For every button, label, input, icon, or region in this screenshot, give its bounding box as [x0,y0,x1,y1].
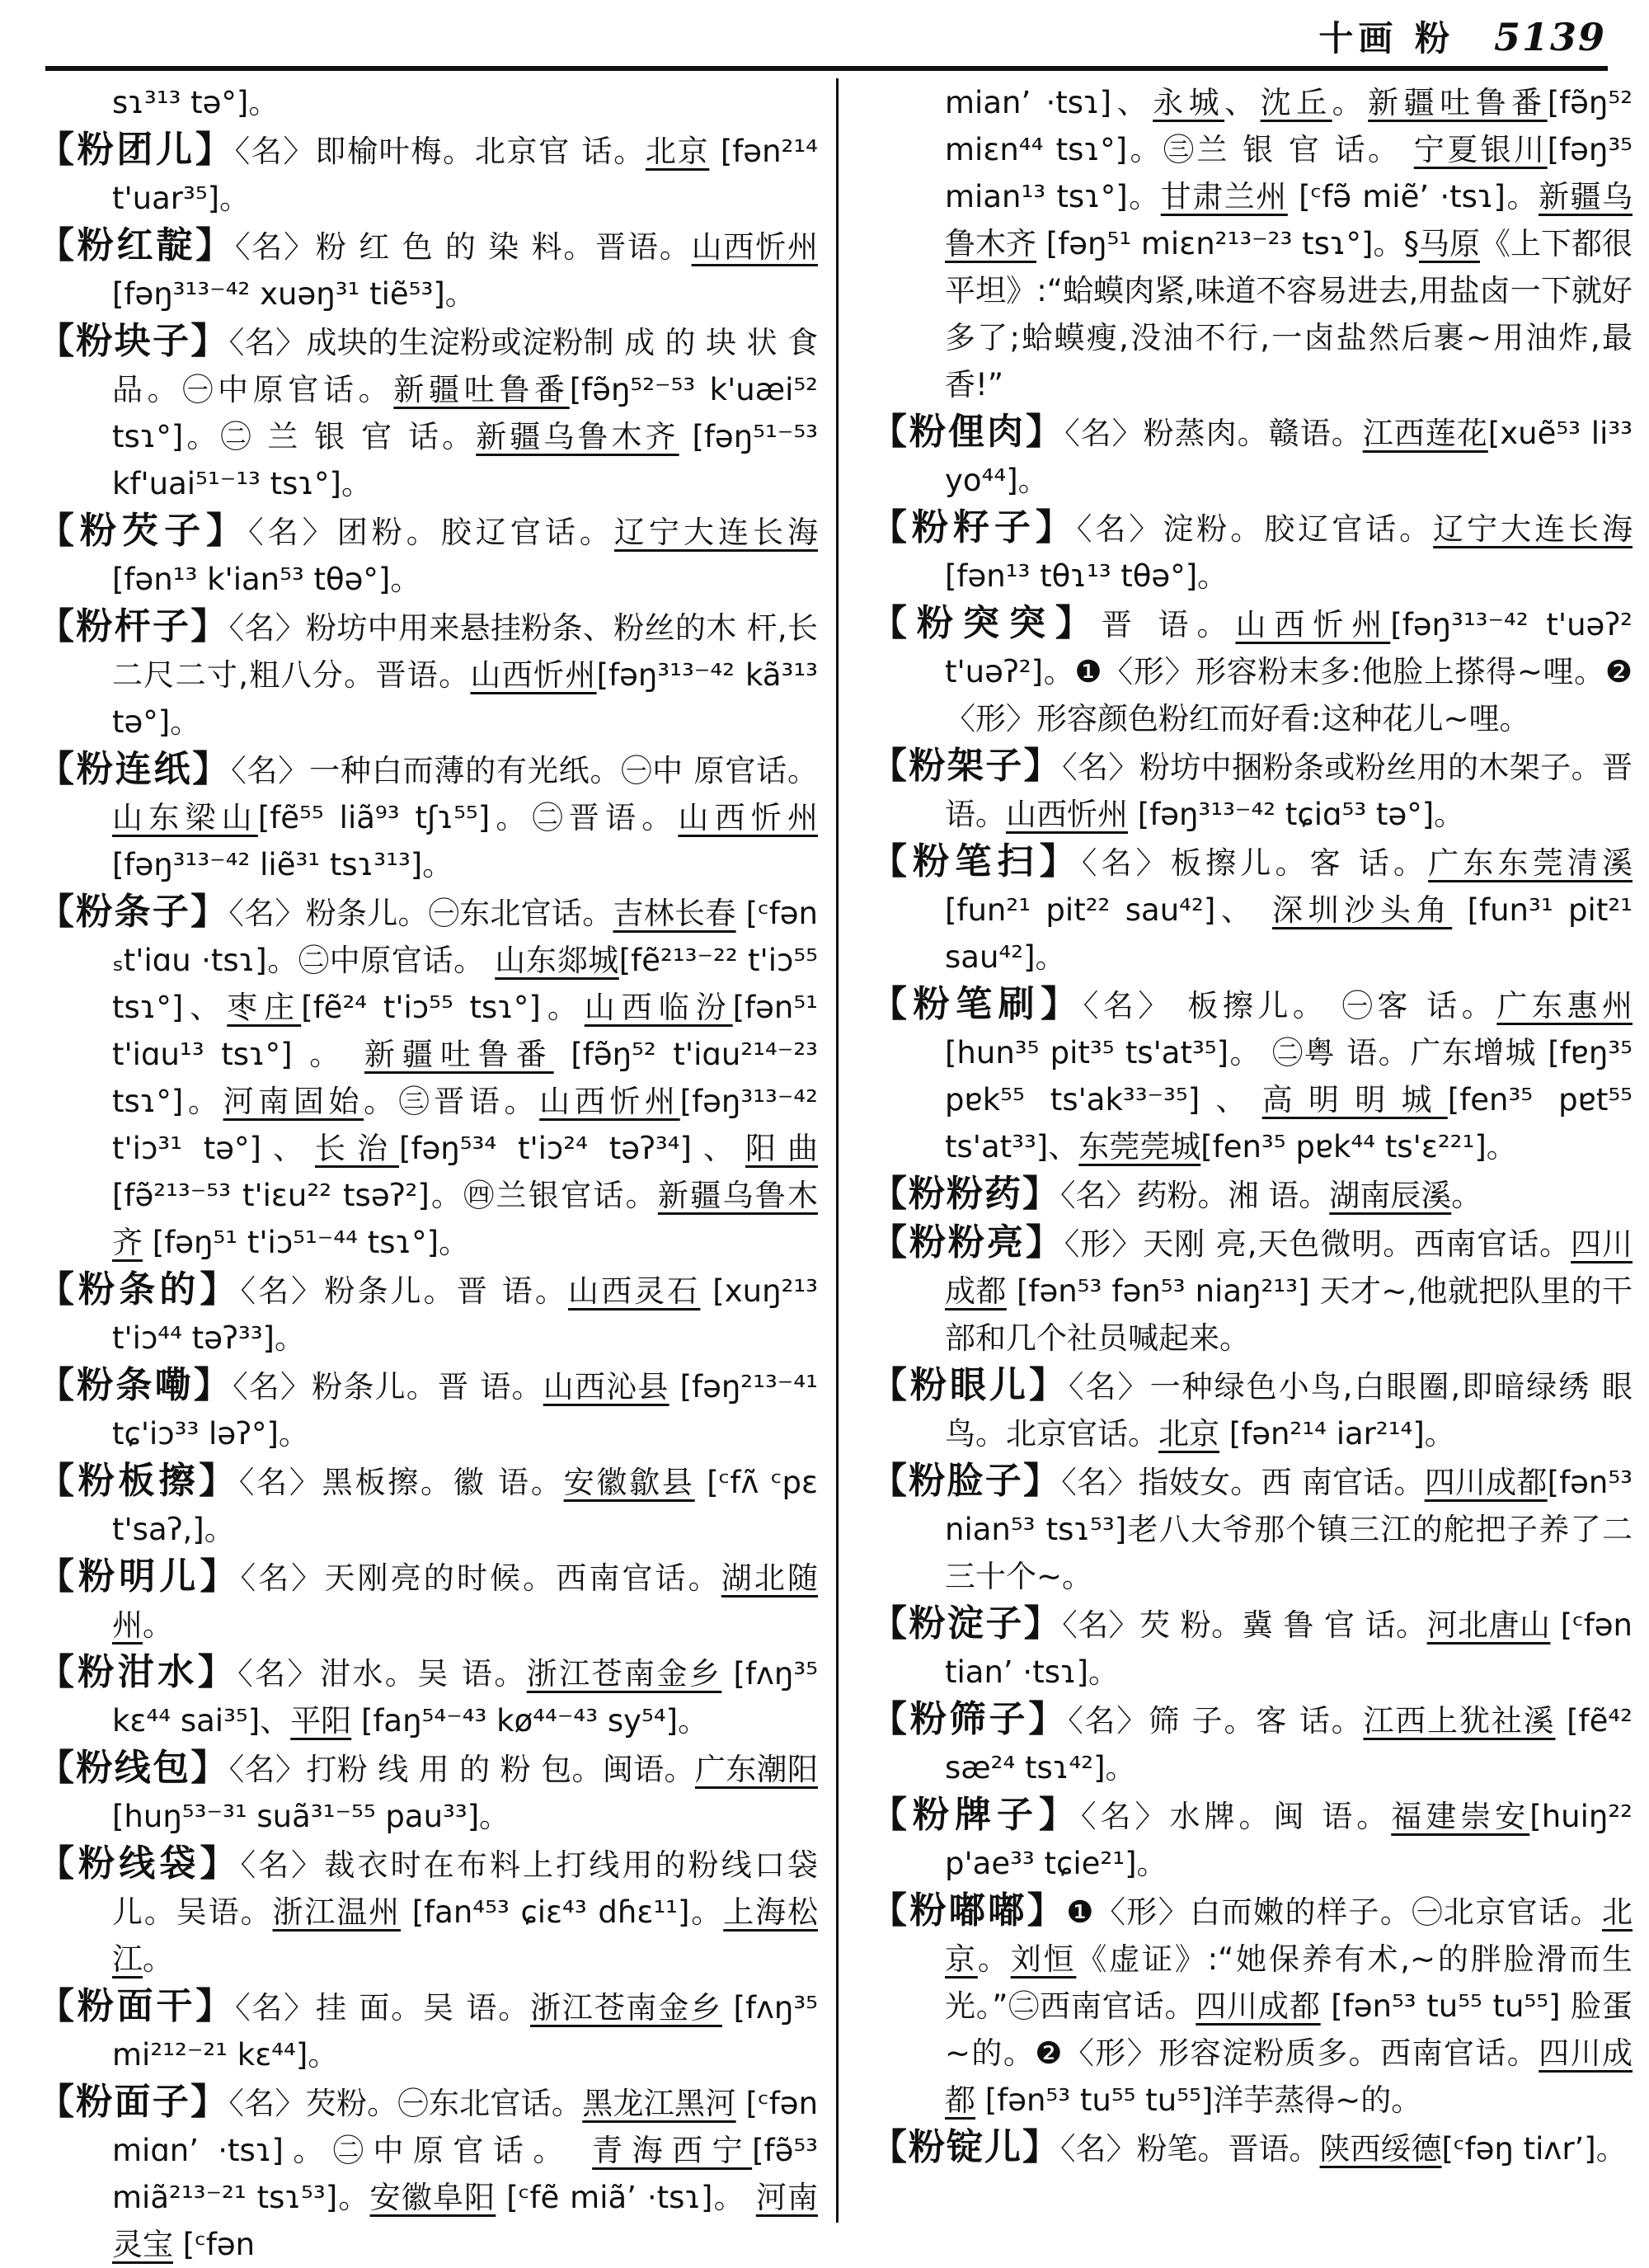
entry-text: [fəŋ⁵¹ miɛn²¹³⁻²³ tsɿ°]。§ [1036,226,1419,261]
entry-text: [fʌŋ³⁵ kɛ⁴⁴ sai³⁵]、 [112,1656,819,1739]
place-name: 陕西绥德 [1319,2131,1442,2167]
entry-headword: 【粉块子】 [38,320,229,362]
entry-text: [fen³⁵ pɐk⁴⁴ ts'ɛ²²¹]。 [1200,1129,1517,1165]
entry-text: 。 [977,1941,1011,1977]
entry-text: 〈名〉粉坊中捆粉条或粉丝用的木架子。晋 语。 [945,750,1633,832]
place-name: 福建崇安 [1391,1799,1530,1834]
entry-text: [ᶜfəŋ tiʌr’]。 [1441,2131,1627,2167]
entry-text: 〈名〉裁衣时在布料上打线用的粉线口袋儿。吴语。 [112,1847,819,1930]
dict-entry [871,1219,1633,1362]
header-character: 粉 [1414,18,1454,59]
entry-text: 。 [143,1607,173,1643]
entry-text: [huiŋ²² p'ae³³ tɕie²¹]。 [945,1799,1633,1881]
entry-text: sɿ³¹³ tə°]。 [112,85,280,120]
place-name: 湖南辰溪 [1329,1178,1452,1213]
dict-entry [871,1600,1633,1696]
place-name: 北京 [645,134,710,169]
entry-text: [fən⁵³ fən⁵³ niaŋ²¹³] 天才~,他就把队里的干部和几个社员喊起来。 [945,1273,1633,1356]
entry-text: 〈名〉打粉 线 用 的 粉 包。闽语。 [228,1752,695,1787]
place-name: 广东潮阳 [694,1752,818,1787]
place-name: 马原 [1418,226,1480,261]
entry-text: 、 [1224,85,1261,120]
entry-headword: 【粉牌子】 [871,1794,1081,1836]
place-name: 四川成都 [945,2035,1633,2118]
dict-entry [871,408,1633,504]
place-name: 河北唐山 [1426,1607,1551,1643]
place-name: 永城 [1153,85,1225,120]
entry-text: 〈名〉泔水。吴 语。 [237,1656,527,1692]
entry-text: [fẽ²⁴ t'iɔ⁵⁵ tsɿ°]。 [301,990,585,1025]
dict-entry [38,126,818,222]
entry-headword: 【粉杆子】 [38,605,229,647]
dict-entry [871,742,1633,838]
entry-text: 〈名〉芡粉。㊀东北官话。 [228,2086,583,2121]
dict-entry [38,507,818,603]
place-name: 浙江苍南金乡 [526,1656,722,1692]
entry-text: [ᶜfə̃ miẽ’ ·tsɿ]。 [1287,179,1539,214]
entry-text: 〈名〉粉条儿。㊀东北官话。 [228,896,613,931]
place-name: 阳曲 [745,1131,819,1166]
place-name: 高明明城 [1261,1082,1448,1118]
entry-text: [ᶜfən ₛt'iɑu ·tsɿ]。㊁中原官话。 [112,896,819,978]
entry-text: [fəŋ⁵¹ t'iɔ⁵¹⁻⁴⁴ tsɿ°]。 [143,1225,470,1260]
entry-headword: 【粉芡子】 [38,510,249,552]
entry-text: [fun³¹ pit²¹ sau⁴²]。 [945,892,1633,975]
place-name: 宁夏银川 [1413,132,1548,167]
entry-text: 〈名〉成块的生淀粉或淀粉制 成 的 块 状 食品。㊀中原官话。 [112,325,818,407]
entry-text: [fə̃²¹³⁻⁵³ t'iɛu²² tsəʔ²]。㊃兰银官话。 [112,1178,658,1213]
place-name: 北京 [945,1894,1633,1977]
entry-text: 〈名〉芡 粉。冀 鲁 官 话。 [1062,1607,1427,1643]
place-name: 四川成都 [1424,1465,1548,1500]
dict-entry [38,603,818,746]
entry-text: [ᶜfən tian’ ·tsɿ]。 [945,1607,1633,1690]
entry-text: [fən²¹⁴ iar²¹⁴]。 [1219,1416,1455,1452]
entry-headword: 【粉条子】 [38,891,229,933]
entry-text: 〈名〉板擦儿。客 话。 [1081,845,1429,881]
entry-text: [fəŋ⁵¹⁻⁵³ kf'uai⁵¹⁻¹³ tsɿ°]。 [112,419,819,501]
entry-headword: 【粉红靛】 [38,224,235,266]
place-name: 河南灵宝 [112,2180,819,2262]
dict-entry [871,1696,1633,1791]
entry-text: 〈名〉水牌。闽 语。 [1081,1799,1392,1834]
entry-headword: 【粉条的】 [38,1268,241,1310]
entry-text: [fun²¹ pit²² sau⁴²]、 [945,892,1272,928]
entry-text: 。 [1332,85,1369,120]
dict-entry [38,222,818,318]
entry-text: [xuŋ²¹³ t'iɔ⁴⁴ təʔ³³]。 [112,1273,819,1356]
header-rule [45,66,1608,71]
dict-entry [38,1362,818,1457]
entry-text: 〈名〉筛 子。客 话。 [1068,1703,1364,1739]
dict-entry [871,2124,1633,2172]
header-section: 十画 [1318,18,1398,59]
entry-headword: 【粉面干】 [38,1985,236,2027]
header-page-number: 5139 [1493,15,1606,59]
entry-text: mian’ ·tsɿ]、 [945,85,1153,120]
entry-text: [fən⁵³ nian⁵³ tsɿ⁵³]老八大爷那个镇三江的舵把子养了二三十个~。 [945,1465,1633,1594]
entry-text: 晋 语。 [1101,607,1236,642]
entry-headword: 【粉粉亮】 [871,1221,1064,1263]
entry-text: [fəŋ²¹³⁻⁴¹ tɕ'iɔ³³ ləʔ°]。 [112,1369,818,1452]
dict-entry [871,504,1633,600]
entry-text: [fẽ⁵⁵ liã⁹³ tʃɿ⁵⁵]。㊁晋语。 [257,800,679,835]
entry-headword: 【粉连纸】 [38,748,232,790]
entry-text: [fəŋ³¹³⁻⁴² t'iɔ³¹ tə°]、 [112,1084,819,1166]
entry-text: [fən⁵³ tu⁵⁵ tu⁵⁵] 脸蛋~的。❷〈形〉形容淀粉质多。西南官话。 [945,1988,1633,2071]
entry-text: [fən⁵³ tu⁵⁵ tu⁵⁵]洋芋蒸得~的。 [975,2082,1422,2118]
dict-entry [38,79,818,126]
place-name: 浙江温州 [272,1894,402,1930]
entry-text: [fə̃⁵³ miã²¹³⁻²¹ tsɿ⁵³]。 [112,2133,818,2215]
entry-text: [fən²¹⁴ t'uar³⁵]。 [112,134,819,216]
entry-text: 〈名〉粉笔。晋语。 [1060,2131,1320,2167]
entry-headword: 【粉板擦】 [38,1460,239,1502]
dict-entry [871,79,1633,408]
entry-text: 〈名〉粉坊中用来悬挂粉条、粉丝的木 杆,长二尺二寸,粗八分。晋语。 [112,610,818,693]
place-name: 四川成都 [945,1226,1633,1309]
place-name: 新疆吐鲁番 [364,1037,554,1072]
dict-entry [871,1791,1633,1887]
place-name: 新疆吐鲁番 [1368,85,1548,120]
entry-text: 〈名〉淀粉。胶辽官话。 [1076,511,1434,547]
entry-headword: 【粉俚肉】 [871,411,1065,453]
place-name: 安徽阜阳 [369,2180,496,2215]
place-name: 北京 [1158,1416,1219,1452]
place-name: 广东惠州 [1496,988,1633,1023]
place-name: 安徽歙县 [563,1465,695,1500]
entry-headword: 【粉线包】 [38,1747,229,1789]
entry-text: [xuẽ⁵³ li³³ yo⁴⁴]。 [945,416,1633,498]
place-name: 山西忻州 [1235,607,1391,642]
entry-text: [fə̃ŋ⁵²⁻⁵³ k'uæi⁵² tsɿ°]。㊁ 兰 银 官 话。 [112,372,819,454]
place-name: 东莞莞城 [1078,1129,1201,1165]
entry-headword: 【粉明儿】 [38,1555,241,1597]
entry-headword: 【粉淀子】 [871,1602,1063,1645]
entry-text: [fəŋ³¹³⁻⁴² t'uəʔ² t'uəʔ²]。❶〈形〉形容粉末多:他脸上搽得~哩。❷〈形〉形容颜色粉红而好看:这种花儿~哩。 [945,607,1633,736]
entry-text: 〈名〉粉蒸肉。赣语。 [1064,416,1363,451]
place-name: 长治 [314,1131,400,1166]
entry-headword: 【粉线袋】 [38,1842,241,1885]
entry-text: 〈名〉一种白而薄的有光纸。㊀中 原官话。 [231,753,819,788]
entry-text: 〈名〉粉条儿。晋 语。 [240,1273,568,1309]
place-name: 平阳 [290,1703,352,1739]
entry-headword: 【粉脸子】 [871,1460,1062,1502]
entry-text: [fən¹³ tθɿ¹³ tθə°]。 [945,558,1229,594]
place-name: 枣庄 [227,990,302,1025]
dict-entry [38,1983,818,2078]
entry-text: 〈名〉挂 面。吴 语。 [235,1990,531,2026]
entry-headword: 【粉锭儿】 [871,2126,1060,2168]
place-name: 辽宁大连长海 [613,515,819,550]
entry-headword: 【粉团儿】 [38,129,235,171]
dict-entry [871,1170,1633,1219]
right-column [871,79,1633,2172]
place-name: 青海西宁 [592,2133,753,2168]
place-name: 黑龙江黑河 [582,2086,736,2121]
entry-headword: 【粉笔刷】 [871,983,1083,1025]
entry-text: 〈名〉指妓女。西 南官话。 [1061,1465,1425,1500]
place-name: 甘肃兰州 [1160,179,1288,214]
place-name: 山西忻州 [691,229,819,265]
entry-text: [fʌŋ³⁵ mi²¹²⁻²¹ kɛ⁴⁴]。 [112,1990,819,2073]
column-divider [836,78,839,2223]
entry-text: 〈名〉天刚亮的时候。西南官话。 [240,1560,721,1596]
place-name: 山西忻州 [539,1084,680,1119]
entry-text: [ᶜfʌ̃ ᶜpɛ t'saʔ,]。 [112,1465,819,1547]
entry-text: 。㊂晋语。 [364,1084,540,1119]
dict-entry [871,981,1633,1170]
place-name: 新疆吐鲁番 [393,372,570,407]
entry-text: 〈名〉团粉。胶辽官话。 [248,515,614,550]
place-name: 山东梁山 [112,800,258,835]
place-name: 刘恒 [1010,1941,1077,1977]
dict-entry [38,2078,818,2268]
place-name: 辽宁大连长海 [1433,511,1633,547]
entry-text: [fə̃ŋ⁵² miɛn⁴⁴ tsɿ°]。㊂兰 银 官 话。 [945,85,1633,167]
entry-headword: 【粉泔水】 [38,1651,238,1693]
entry-text: ❶〈形〉白而嫩的样子。㊀北京官话。 [1066,1894,1602,1930]
entry-text: [fəŋ³¹³⁻⁴² liẽ³¹ tsɿ³¹³]。 [112,847,453,882]
entry-headword: 【粉条嘞】 [38,1364,233,1406]
entry-text: 〈名〉粉条儿。晋 语。 [233,1369,543,1405]
entry-text: 〈名〉即榆叶梅。北京官 话。 [234,134,646,169]
entry-text: [faŋ⁵⁴⁻⁴³ kø⁴⁴⁻⁴³ sy⁵⁴]。 [351,1703,709,1739]
entry-text: [ᶜfẽ miã’ ·tsɿ]。 [496,2180,756,2215]
entry-text: 〈名〉药粉。湘 语。 [1060,1178,1330,1213]
place-name: 山东郯城 [495,943,619,978]
entry-headword: 【粉面子】 [38,2081,229,2123]
dict-entry [871,838,1633,981]
entry-text: [fəŋ³¹³⁻⁴² kã³¹³ tə°]。 [112,657,819,740]
entry-headword: 【粉筛子】 [871,1698,1069,1740]
dict-entry [38,1457,818,1553]
entry-text: 〈名〉黑板擦。徽 语。 [238,1465,564,1500]
entry-text: 。 [1451,1178,1482,1213]
entry-text: [fə̃ŋ⁵² t'iɑu²¹⁴⁻²³ tsɿ°]。 [112,1037,819,1119]
place-name: 深圳沙头角 [1271,892,1453,928]
entry-text: [fẽ⁴² sæ²⁴ tsɿ⁴²]。 [945,1703,1633,1786]
entry-headword: 【粉籽子】 [871,506,1077,548]
place-name: 浙江苍南金乡 [530,1990,722,2026]
place-name: 江西上犹社溪 [1363,1703,1556,1739]
place-name: 江西莲花 [1362,416,1488,451]
dict-entry [38,888,818,1266]
place-name: 山西忻州 [1006,797,1128,832]
place-name: 新疆乌鲁木齐 [945,179,1633,261]
dict-entry [38,1649,818,1744]
entry-text: [ᶜfən miɑn’ ·tsɿ]。㊁中原官话。 [112,2086,819,2168]
dict-entry [38,1744,818,1840]
place-name: 新疆乌鲁木齐 [476,419,679,454]
place-name: 吉林长春 [613,896,736,931]
place-name: 河南固始 [223,1084,364,1119]
entry-headword: 【粉突突】 [871,602,1102,644]
dict-entry [38,1840,818,1983]
entry-text: [fəŋ³⁵ mian¹³ tsɿ°]。 [945,132,1633,214]
entry-text: [fən¹³ k'ian⁵³ tθə°]。 [112,562,421,597]
dict-entry [871,1457,1633,1600]
dict-entry [38,746,818,888]
entry-text: [fen³⁵ pɐt⁵⁵ ts'at³³]、 [945,1082,1633,1165]
place-name: 山西灵石 [567,1273,701,1309]
place-name: 沈丘 [1260,85,1332,120]
place-name: 上海松江 [112,1894,819,1977]
entry-text: [hun³⁵ pit³⁵ ts'at³⁵]。 ㊁粤 语。广东增城 [fɐŋ³⁵ pɐk⁵⁵ ts'ak³³⁻³⁵]、 [945,1035,1633,1118]
dict-entry [871,1362,1633,1457]
entry-text: [ᶜfən [173,2227,256,2262]
entry-text: [fəŋ³¹³⁻⁴² tɕiɑ⁵³ tə°]。 [1128,797,1465,832]
dict-entry [38,1266,818,1362]
place-name: 山西沁县 [543,1369,669,1405]
entry-text: 。 [143,1941,173,1977]
dict-entry [871,1887,1633,2124]
place-name: 山西临汾 [584,990,733,1025]
place-name: 湖北随州 [112,1560,819,1643]
entry-text: [fəŋ³¹³⁻⁴² xuəŋ³¹ tiẽ⁵³]。 [112,276,476,312]
left-column [38,79,818,2268]
page-header [1318,12,1606,61]
entry-headword: 【粉眼儿】 [871,1364,1069,1406]
entry-text: 〈形〉天刚 亮,天色微明。西南官话。 [1064,1226,1571,1262]
entry-headword: 【粉架子】 [871,745,1063,787]
dict-entry [871,600,1633,742]
entry-text: [fən⁵¹ t'iɑu¹³ tsɿ°] 。 [112,990,819,1072]
entry-text: 〈名〉粉 红 色 的 染 料。晋语。 [234,229,692,265]
entry-text: [fẽ²¹³⁻²² t'iɔ⁵⁵ tsɿ°]、 [112,943,818,1025]
entry-headword: 【粉笔扫】 [871,840,1082,882]
entry-headword: 【粉嘟嘟】 [871,1889,1067,1932]
dict-entry [38,318,818,507]
entry-text: 〈名〉一种绿色小鸟,白眼圈,即暗绿绣 眼鸟。北京官话。 [945,1369,1633,1452]
entry-text: 《虚证》:“她保养有术,~的胖脸滑而生光。”㊁西南官话。 [945,1941,1633,2024]
entry-text: [fan⁴⁵³ ɕiɛ⁴³ dɦɛ¹¹]。 [401,1894,724,1930]
place-name: 新疆乌鲁木齐 [112,1178,819,1260]
place-name: 广东东莞清溪 [1428,845,1633,881]
dict-entry [38,1553,818,1649]
place-name: 山西忻州 [678,800,819,835]
place-name: 四川成都 [1196,1988,1321,2024]
entry-text: 〈名〉 板擦儿。 ㊀客 话。 [1083,988,1497,1023]
entry-text: 《上下都很平坦》:“蛤蟆肉紧,味道不容易进去,用盐卤一下就好多了;蛤蟆瘦,没油不行,一卤盐然后裹~用油炸,最香!” [945,226,1633,402]
entry-text: [huŋ⁵³⁻³¹ suã³¹⁻⁵⁵ pau³³]。 [112,1799,510,1834]
place-name: 山西忻州 [470,657,597,693]
entry-headword: 【粉粉药】 [871,1173,1060,1215]
entry-text: [fəŋ⁵³⁴ t'iɔ²⁴ təʔ³⁴]、 [399,1131,745,1166]
